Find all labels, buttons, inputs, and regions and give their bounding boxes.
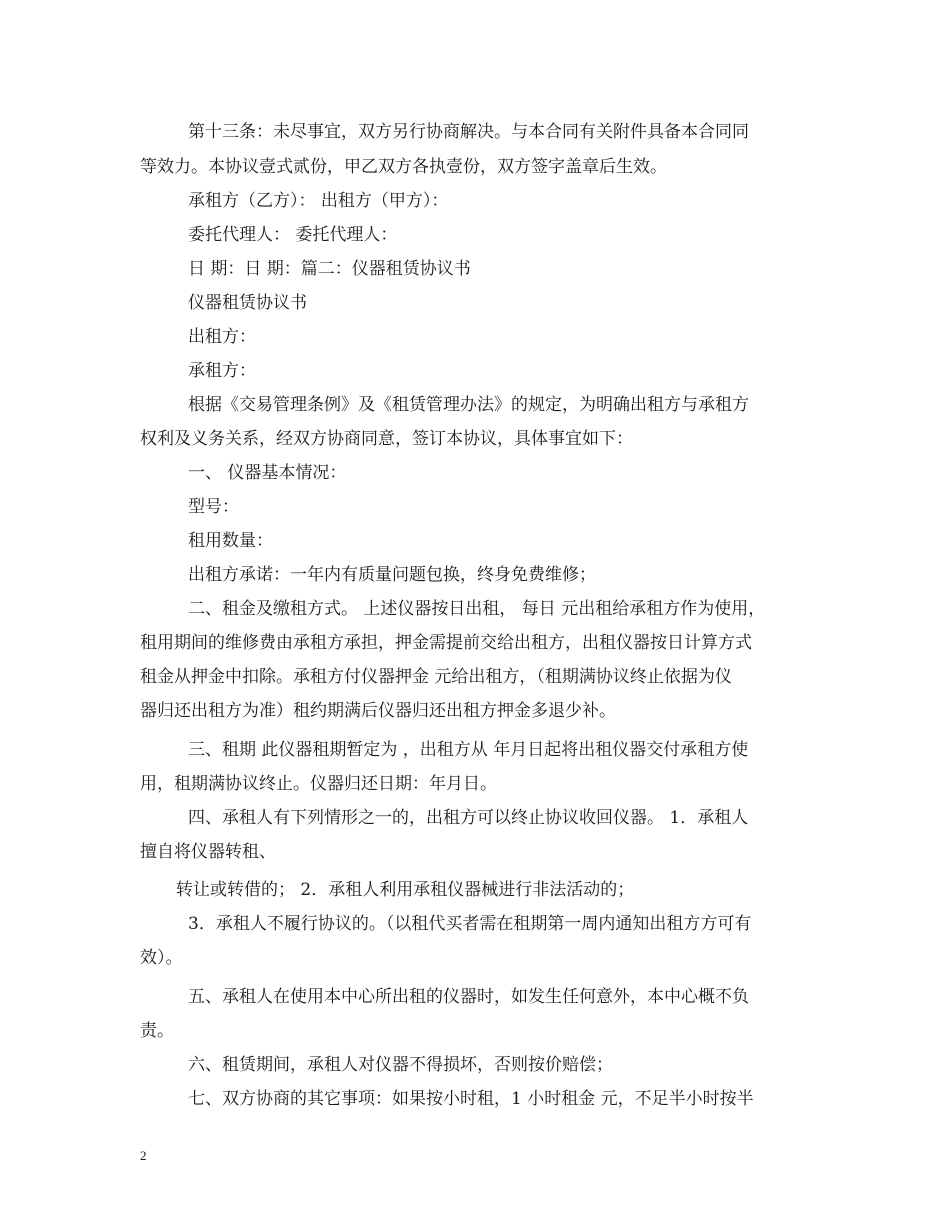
text-line: 委托代理人： 委托代理人： [188, 225, 398, 245]
text-line: 权利及义务关系，经双方协商同意，签订本协议，具体事宜如下： [140, 429, 633, 449]
text-line: 型号： [188, 497, 239, 517]
page-number: 2 [140, 1148, 147, 1163]
text-line: 根据《交易管理条例》及《租赁管理办法》的规定，为明确出租方与承租方 [188, 395, 749, 415]
text-line: 五、承租人在使用本中心所出租的仪器时，如发生任何意外，本中心概不负 [188, 987, 749, 1007]
text-line: 日 期：日 期：篇二：仪器租赁协议书 [188, 259, 471, 279]
text-line: 出租方承诺：一年内有质量问题包换，终身免费维修； [188, 565, 596, 585]
text-line: 出租方： [188, 327, 256, 347]
text-line: 七、双方协商的其它事项：如果按小时租，1 小时租金 元，不足半小时按半 [188, 1089, 754, 1109]
text-line: 第十三条：未尽事宜，双方另行协商解决。与本合同有关附件具备本合同同 [188, 122, 749, 142]
text-line: 一、 仪器基本情况： [188, 463, 347, 483]
text-line: 承租方： [188, 361, 256, 381]
text-line: 效）。 [140, 948, 183, 968]
text-line: 四、承租人有下列情形之一的，出租方可以终止协议收回仪器。 1．承租人 [188, 808, 749, 828]
text-line: 器归还出租方为准）租约期满后仪器归还出租方押金多退少补。 [140, 701, 616, 721]
text-line: 等效力。本协议壹式贰份，甲乙双方各执壹份，双方签字盖章后生效。 [140, 157, 667, 177]
text-line: 六、租赁期间，承租人对仪器不得损坏，否则按价赔偿； [188, 1055, 613, 1075]
text-line: 擅自将仪器转租、 [140, 842, 276, 862]
text-line: 租金从押金中扣除。承租方付仪器押金 元给出租方，（租期满协议终止依据为仪 [140, 667, 732, 687]
text-line: 用，租期满协议终止。仪器归还日期：年月日。 [140, 774, 497, 794]
text-line: 3．承租人不履行协议的。（以租代买者需在租期第一周内通知出租方方可有 [188, 914, 752, 934]
section-title: 仪器租赁协议书 [188, 293, 307, 313]
text-line: 承租方（乙方）： 出租方（甲方）： [188, 191, 449, 211]
text-line: 租用数量： [188, 531, 273, 551]
text-line: 三、租期 此仪器租期暂定为 ，出租方从 年月日起将出租仪器交付承租方使 [188, 740, 749, 760]
text-line: 二、租金及缴租方式。 上述仪器按日出租， 每日 元出租给承租方作为使用， [188, 599, 766, 619]
text-line: 租用期间的维修费由承租方承担，押金需提前交给出租方，出租仪器按日计算方式 [140, 633, 752, 653]
text-line: 转让或转借的； 2．承租人利用承租仪器械进行非法活动的； [176, 880, 635, 900]
text-line: 责。 [140, 1021, 174, 1041]
